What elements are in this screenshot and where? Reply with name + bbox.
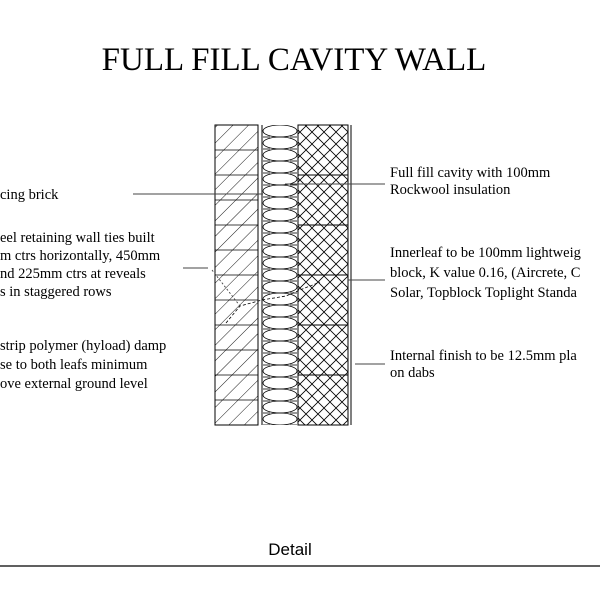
note-facing-brick: cing brick (0, 187, 59, 203)
note-wall-ties: eel retaining wall ties built m ctrs horizontally, 450mm nd 225mm ctrs at reveals s in staggered rows (0, 230, 161, 300)
inner-leaf-blockwork (298, 125, 348, 425)
detail-caption: Detail (268, 540, 312, 559)
note-internal-finish: Internal finish to be 12.5mm pla on dabs (390, 348, 577, 381)
right-notes (390, 165, 585, 381)
diagram-title: FULL FILL CAVITY WALL (101, 42, 487, 78)
note-inner-leaf: Innerleaf to be 100mm lightweig block, K value 0.16, (Aircrete, C Solar, Topblock Toplight Standa (390, 245, 581, 301)
note-cavity-insulation: Full fill cavity with 100mm Rockwool insulation (390, 165, 551, 198)
rockwool-insulation-layer (262, 125, 297, 425)
note-damp-proof: strip polymer (hyload) damp se to both leafs minimum ove external ground level (0, 338, 167, 392)
left-notes (0, 187, 170, 392)
facing-brick-leaf (215, 125, 258, 425)
